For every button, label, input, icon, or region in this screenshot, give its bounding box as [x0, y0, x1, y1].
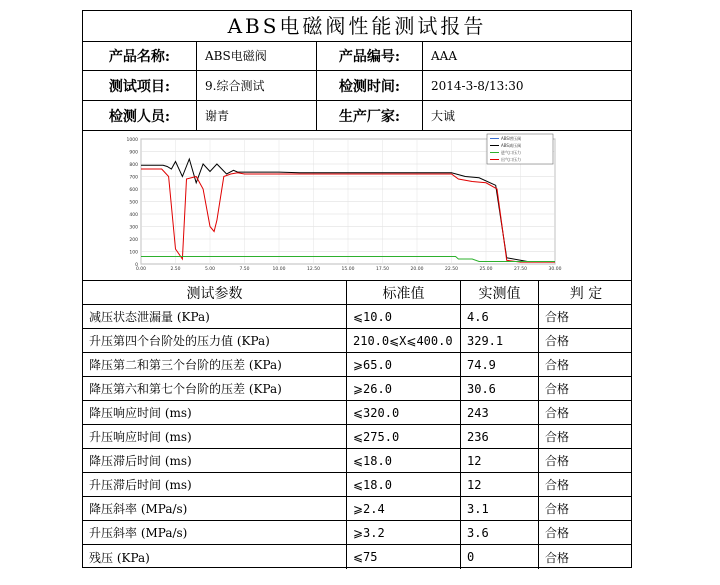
y-tick-label: 200 — [129, 238, 138, 243]
param-result: 合格 — [545, 430, 570, 444]
param-measured: 4.6 — [461, 305, 539, 328]
table-row — [83, 545, 631, 569]
table-row — [83, 401, 631, 425]
table-row — [83, 425, 631, 449]
y-tick-label: 1000 — [126, 138, 138, 143]
report-title: ABS电磁阀性能测试报告 — [83, 11, 631, 42]
table-row — [83, 497, 631, 521]
test-item-value: 9.综合测试 — [197, 71, 317, 100]
param-name: 降压滞后时间 (ms) — [83, 449, 347, 472]
header-result: 判 定 — [569, 285, 603, 302]
table-row — [83, 473, 631, 497]
table-row — [83, 449, 631, 473]
x-tick-label: 2.50 — [170, 267, 181, 272]
product-name-value: ABS电磁阀 — [197, 41, 317, 70]
y-tick-label: 300 — [129, 225, 138, 231]
param-measured: 12 — [461, 473, 539, 496]
chart-legend — [487, 134, 553, 164]
params-header-row — [83, 281, 631, 305]
table-row — [83, 329, 631, 353]
inspector-label: 检测人员: — [83, 101, 197, 130]
param-name: 升压第四个台阶处的压力值 (KPa) — [83, 329, 347, 352]
legend-entry: 出气口压力 — [501, 157, 521, 162]
x-tick-label: 25.00 — [479, 267, 493, 272]
table-row — [83, 521, 631, 545]
param-measured: 74.9 — [461, 353, 539, 376]
y-tick-label: 600 — [129, 188, 138, 193]
x-tick-label: 27.50 — [514, 267, 527, 272]
x-tick-label: 12.50 — [307, 267, 320, 272]
legend-entry: 进气口压力 — [501, 150, 521, 155]
info-row — [83, 41, 631, 71]
param-result: 合格 — [545, 478, 570, 492]
param-standard: 210.0⩽X⩽400.0 — [347, 329, 461, 352]
param-measured: 3.6 — [461, 521, 539, 544]
x-tick-label: 20.00 — [410, 267, 424, 272]
table-row — [83, 377, 631, 401]
param-result: 合格 — [545, 310, 570, 324]
param-name: 降压响应时间 (ms) — [83, 401, 347, 424]
param-name: 降压斜率 (MPa/s) — [83, 497, 347, 520]
param-measured: 3.1 — [461, 497, 539, 520]
info-section — [83, 41, 631, 131]
x-tick-label: 30.00 — [548, 267, 562, 272]
test-time-label: 检测时间: — [317, 71, 423, 100]
param-measured: 243 — [461, 401, 539, 424]
param-name: 减压状态泄漏量 (KPa) — [83, 305, 347, 328]
product-code-value: AAA — [431, 48, 457, 63]
y-tick-label: 100 — [129, 250, 138, 256]
param-standard: ⩽320.0 — [347, 401, 461, 424]
param-name: 残压 (KPa) — [83, 545, 347, 569]
test-report — [82, 10, 632, 568]
y-tick-label: 900 — [129, 150, 138, 156]
info-row — [83, 71, 631, 101]
param-result: 合格 — [545, 454, 570, 468]
param-measured: 236 — [461, 425, 539, 448]
y-tick-label: 800 — [129, 163, 138, 168]
param-name: 升压滞后时间 (ms) — [83, 473, 347, 496]
manufacturer-label: 生产厂家: — [317, 101, 423, 130]
test-time-value: 2014-3-8/13:30 — [431, 78, 524, 93]
param-result: 合格 — [545, 358, 570, 372]
x-tick-label: 5.00 — [204, 267, 216, 272]
param-measured: 12 — [461, 449, 539, 472]
y-tick-label: 0 — [135, 263, 138, 268]
chart-canvas — [83, 131, 631, 279]
param-result: 合格 — [545, 334, 570, 348]
x-tick-label: 15.00 — [341, 267, 355, 272]
param-result: 合格 — [545, 550, 570, 565]
param-standard: ⩾3.2 — [347, 521, 461, 544]
y-tick-label: 400 — [129, 213, 138, 218]
param-standard: ⩽10.0 — [347, 305, 461, 328]
pressure-chart — [83, 131, 631, 281]
x-tick-label: 0.00 — [135, 267, 147, 272]
table-row — [83, 305, 631, 329]
param-standard: ⩽75 — [347, 545, 461, 569]
x-tick-label: 22.50 — [445, 267, 458, 272]
param-measured: 30.6 — [461, 377, 539, 400]
legend-entry: ABS增压阀 — [501, 136, 521, 141]
param-measured: 0 — [461, 545, 539, 569]
info-row — [83, 101, 631, 131]
manufacturer-value: 大诚 — [431, 109, 456, 123]
param-standard: ⩽275.0 — [347, 425, 461, 448]
param-standard: ⩽18.0 — [347, 449, 461, 472]
y-tick-label: 700 — [129, 175, 138, 181]
param-standard: ⩾2.4 — [347, 497, 461, 520]
param-name: 升压响应时间 (ms) — [83, 425, 347, 448]
param-measured: 329.1 — [461, 329, 539, 352]
param-result: 合格 — [545, 406, 570, 420]
param-result: 合格 — [545, 382, 570, 396]
param-result: 合格 — [545, 526, 570, 540]
param-name: 降压第二和第三个台阶的压差 (KPa) — [83, 353, 347, 376]
param-standard: ⩾26.0 — [347, 377, 461, 400]
y-tick-label: 500 — [129, 200, 138, 206]
legend-entry: ABS减压阀 — [501, 143, 521, 148]
table-row — [83, 353, 631, 377]
inspector-value: 谢青 — [197, 101, 317, 130]
product-name-label: 产品名称: — [83, 41, 197, 70]
product-code-label: 产品编号: — [317, 41, 423, 70]
header-measured: 实测值 — [461, 281, 539, 304]
header-param: 测试参数 — [83, 281, 347, 304]
x-tick-label: 7.50 — [239, 267, 250, 272]
param-name: 降压第六和第七个台阶的压差 (KPa) — [83, 377, 347, 400]
param-name: 升压斜率 (MPa/s) — [83, 521, 347, 544]
param-standard: ⩾65.0 — [347, 353, 461, 376]
x-tick-label: 17.50 — [376, 267, 389, 272]
param-result: 合格 — [545, 502, 570, 516]
header-standard: 标准值 — [347, 281, 461, 304]
param-standard: ⩽18.0 — [347, 473, 461, 496]
x-tick-label: 10.00 — [272, 267, 286, 272]
test-item-label: 测试项目: — [83, 71, 197, 100]
